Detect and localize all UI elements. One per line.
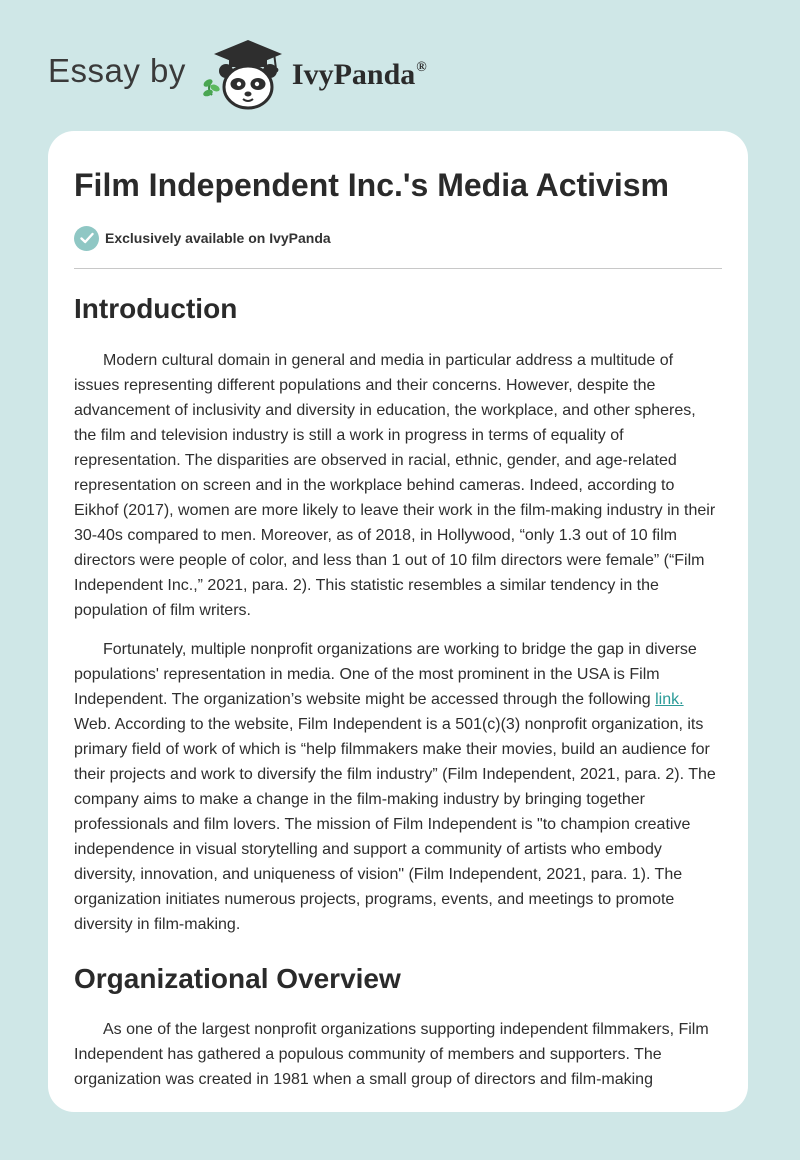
- essay-title: Film Independent Inc.'s Media Activism: [74, 167, 669, 203]
- site-header: [48, 34, 427, 114]
- paragraph: Fortunately, multiple nonprofit organizations are working to bridge the gap in diverse populations' representation in media. One of the most prominent in the USA is Film Independent. The organization’s website might be accessed through the following link. Web. According to the website, Film Independent is a 501(c)(3) nonprofit organization, its primary field of work of which is “help filmmakers make their movies, build an audience for their projects and work to diversify the film industry” (Film Independent, 2021, para. 2). The company aims to make a change in the film-making industry by bringing together professionals and film lovers. The mission of Film Independent is "to champion creative independence in visual storytelling and support a community of artists who embody diversity, innovation, and uniqueness of vision" (Film Independent, 2021, para. 1). The organization initiates numerous projects, programs, events, and meetings to promote diversity in film-making.: [74, 641, 716, 933]
- check-circle-icon: [74, 226, 99, 251]
- ivypanda-logo[interactable]: [200, 37, 427, 111]
- section-heading-introduction: Introduction: [74, 293, 238, 324]
- panda-mascot-icon: [200, 37, 286, 111]
- paragraph: Modern cultural domain in general and media in particular address a multitude of issues representing different populations and their concerns. However, despite the advancement of inclusivity and diversity in education, the workplace, and other spheres, the film and television industry is still a work in progress in terms of equality of representation. The disparities are observed in racial, ethnic, gender, and age-related representation on screen and in the workplace behind cameras. Indeed, according to Eikhof (2017), women are more likely to leave their work in the film-making industry in their 30-40s compared to men. Moreover, as of 2018, in Hollywood, “only 1.3 out of 10 film directors were people of color, and less than 1 out of 10 film directors were female” (“Film Independent Inc.,” 2021, para. 2). This statistic resembles a similar tendency in the population of film writers.: [74, 352, 716, 619]
- exclusive-label: Exclusively available on IvyPanda: [105, 230, 331, 246]
- essay-by-label: Essay by: [48, 52, 186, 89]
- essay-card: [48, 131, 748, 1112]
- paragraph: As one of the largest nonprofit organizations supporting independent filmmakers, Film Independent has gathered a populous community of members and supporters. The organization was created in 1981 when a small group of directors and film-making: [74, 1021, 709, 1088]
- exclusive-badge: [74, 224, 722, 252]
- trademark-symbol: ®: [416, 60, 427, 75]
- title-divider: [74, 268, 722, 269]
- website-link[interactable]: link.: [655, 691, 684, 708]
- brand-name: IvyPanda®: [291, 58, 427, 91]
- section-heading-organizational-overview: Organizational Overview: [74, 963, 401, 994]
